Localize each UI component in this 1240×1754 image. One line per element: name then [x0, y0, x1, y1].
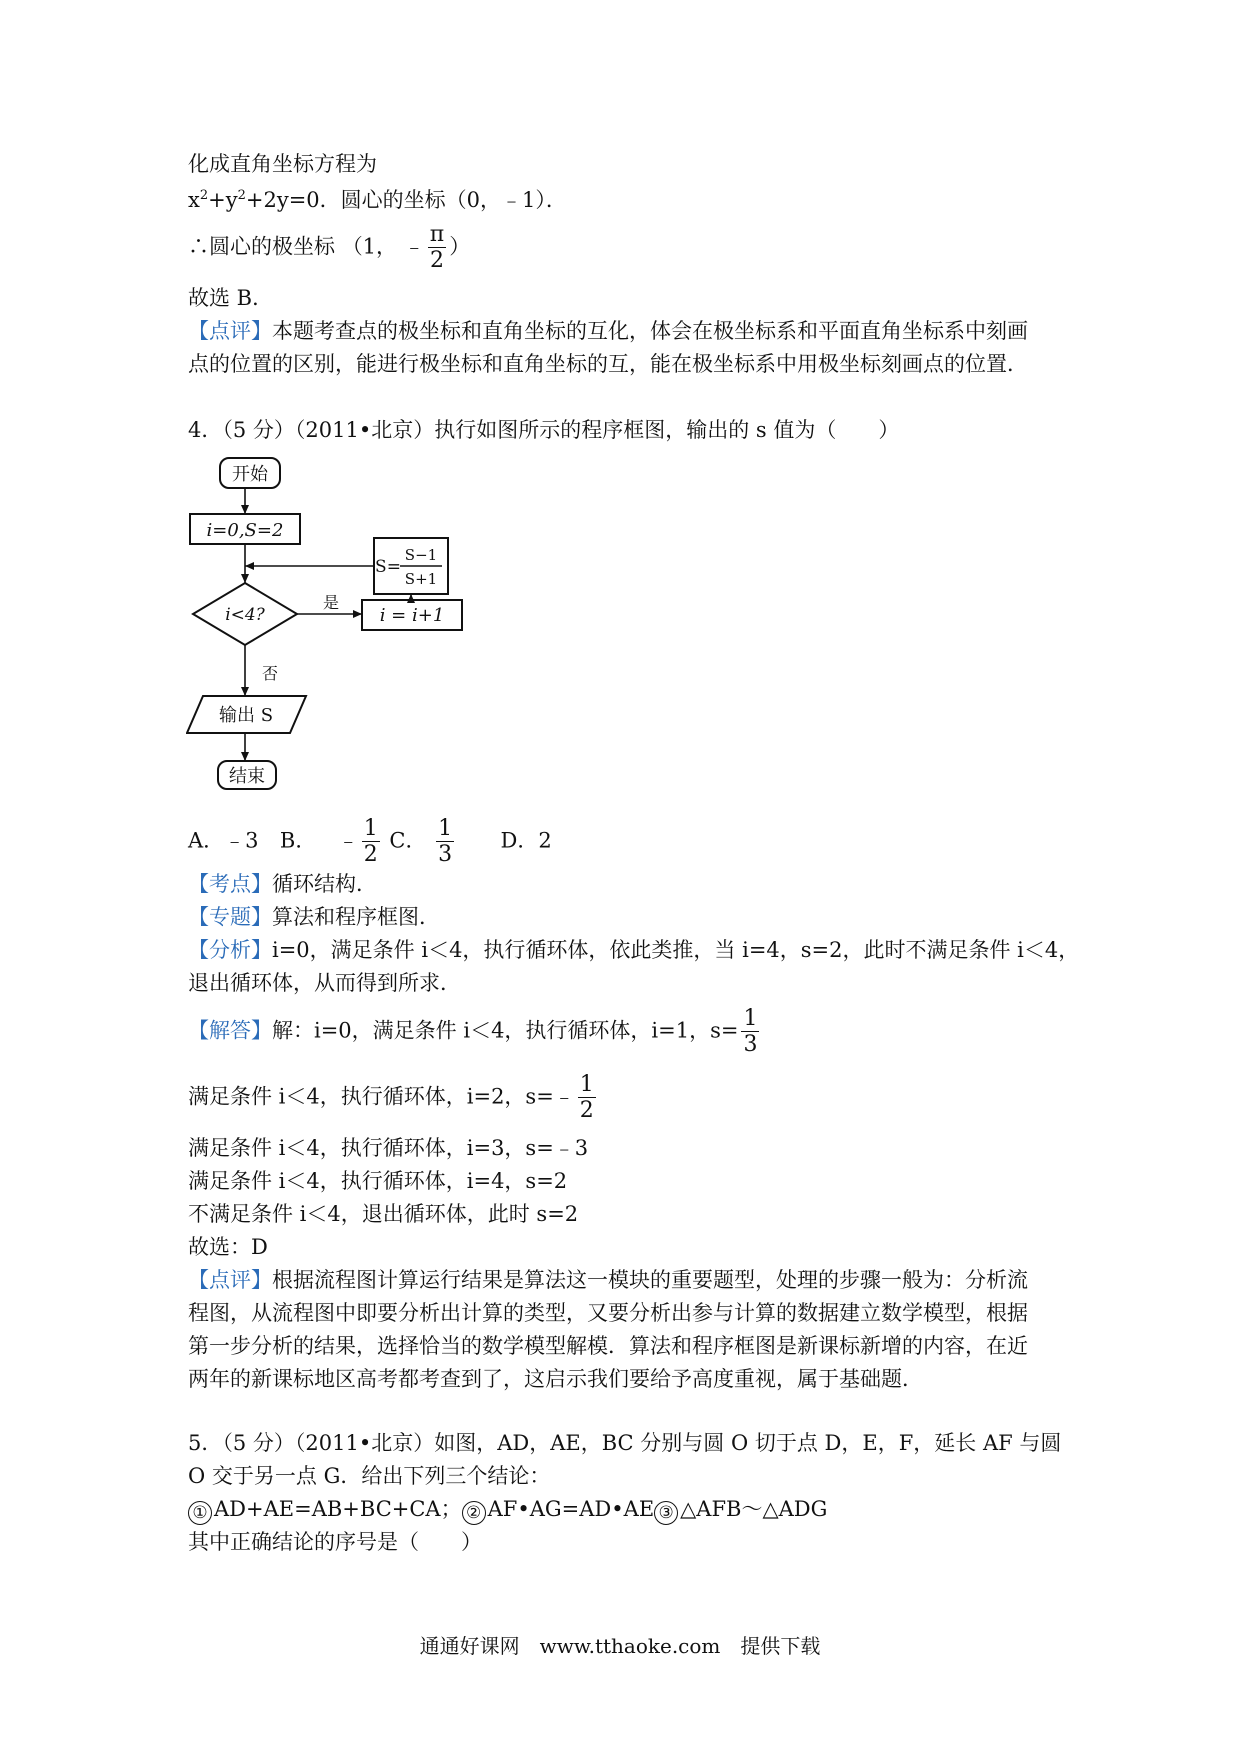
end-label: 结束	[229, 766, 265, 787]
option-d: D．2	[500, 828, 552, 853]
comment-line: 【点评】本题考查点的极坐标和直角坐标的互化，体会在极坐标系和平面直角坐标系中刻画	[188, 319, 1028, 343]
solution-tag: 【解答】	[188, 1018, 272, 1043]
solution-line: 【解答】解：i=0，满足条件 i＜4，执行循环体，i=1，s= $\frac{1}{3}$	[188, 1006, 758, 1058]
comment-tag: 【点评】	[188, 1268, 272, 1292]
answer-options: A．﹣3 B． ﹣ $\frac{1}{2}$ C． $\frac{1}{3}$ D．2	[188, 816, 552, 868]
condition-label: i<4?	[225, 605, 265, 625]
circled-number: ①	[188, 1501, 212, 1525]
comment-line: 第一步分析的结果，选择恰当的数学模型解模．算法和程序框图是新课标新增的内容，在近	[188, 1334, 1028, 1358]
solution-line: 化成直角坐标方程为	[188, 152, 377, 176]
solution-line: 不满足条件 i＜4，退出循环体，此时 s=2	[188, 1202, 579, 1226]
answer-line: 故选 B．	[188, 286, 274, 310]
output-label: 输出 S	[218, 705, 274, 726]
program-flowchart	[186, 448, 476, 806]
page-footer: 通通好课网 www.tthaoke.com 提供下载	[419, 1634, 821, 1658]
increment-label: i = i+1	[379, 605, 445, 626]
question-5-prompt: 其中正确结论的序号是（ ）	[188, 1530, 482, 1554]
zhuanti-line: 【专题】算法和程序框图．	[188, 905, 440, 929]
comment-line: 程图，从流程图中即要分析出计算的类型，又要分析出参与计算的数据建立数学模型，根据	[188, 1301, 1028, 1325]
assign-numerator: S−1	[404, 546, 438, 564]
analysis-line: 退出循环体，从而得到所求．	[188, 971, 461, 995]
analysis-line: 【分析】i=0，满足条件 i＜4，执行循环体，依此类推，当 i=4，s=2，此时不满足条件 i＜4，	[188, 938, 1080, 962]
solution-equation: $x^2+y^2+2y=0$．圆心的坐标（0，﹣1）．	[188, 188, 567, 212]
option-b-fraction: $\frac{1}{2}$	[363, 816, 378, 868]
option-c-label: C．	[389, 828, 427, 853]
analysis-tag: 【分析】	[188, 938, 272, 962]
yes-label: 是	[322, 593, 340, 612]
question-5-stem: O 交于另一点 G．给出下列三个结论：	[188, 1464, 551, 1488]
comment-tag: 【点评】	[188, 319, 272, 343]
option-c-fraction: $\frac{1}{3}$	[438, 816, 453, 868]
circled-number: ②	[462, 1501, 486, 1525]
kaodian-line: 【考点】循环结构．	[188, 872, 377, 896]
question-5-conclusions: ① AD+AE=AB+BC+CA； ② AF•AG=AD•AE ③ △AFB～△ADG	[188, 1497, 827, 1525]
circled-number: ③	[654, 1501, 678, 1525]
zhuanti-tag: 【专题】	[188, 905, 272, 929]
fraction-one-half: $\frac{1}{2}$	[579, 1072, 594, 1124]
solution-line: 满足条件 i＜4，执行循环体，i=2，s=﹣ $\frac{1}{2}$	[188, 1072, 594, 1124]
comment-line: 【点评】根据流程图计算运行结果是算法这一模块的重要题型，处理的步骤一般为：分析流	[188, 1268, 1028, 1292]
no-label: 否	[261, 664, 279, 683]
solution-line: 满足条件 i＜4，执行循环体，i=4，s=2	[188, 1169, 568, 1193]
comment-line: 两年的新课标地区高考都考查到了，这启示我们要给予高度重视，属于基础题．	[188, 1367, 923, 1391]
question-4-stem: 4．（5 分）（2011•北京）执行如图所示的程序框图，输出的 s 值为（ ）	[188, 418, 900, 442]
fraction-pi-over-2: $\frac{\pi}{2}$	[429, 222, 445, 274]
init-label: i=0,S=2	[206, 520, 284, 541]
assign-lhs: S=	[375, 557, 401, 577]
fraction-one-third: $\frac{1}{3}$	[743, 1006, 758, 1058]
solution-line: 故选：D	[188, 1235, 268, 1259]
polar-coordinate-line: ∴圆心的极坐标 （1， ﹣ $\frac{\pi}{2}$ ）	[188, 222, 471, 274]
assign-denominator: S+1	[404, 570, 438, 588]
start-label: 开始	[232, 464, 268, 485]
solution-line: 满足条件 i＜4，执行循环体，i=3，s=﹣3	[188, 1136, 589, 1160]
comment-line: 点的位置的区别，能进行极坐标和直角坐标的互，能在极坐标系中用极坐标刻画点的位置．	[188, 352, 1028, 376]
option-b-label: B．	[279, 828, 317, 853]
question-5-stem: 5．（5 分）（2011•北京）如图，AD，AE，BC 分别与圆 O 切于点 D，E，F，延长 AF 与圆	[188, 1431, 1062, 1455]
option-a: A．﹣3	[188, 828, 259, 853]
kaodian-tag: 【考点】	[188, 872, 272, 896]
